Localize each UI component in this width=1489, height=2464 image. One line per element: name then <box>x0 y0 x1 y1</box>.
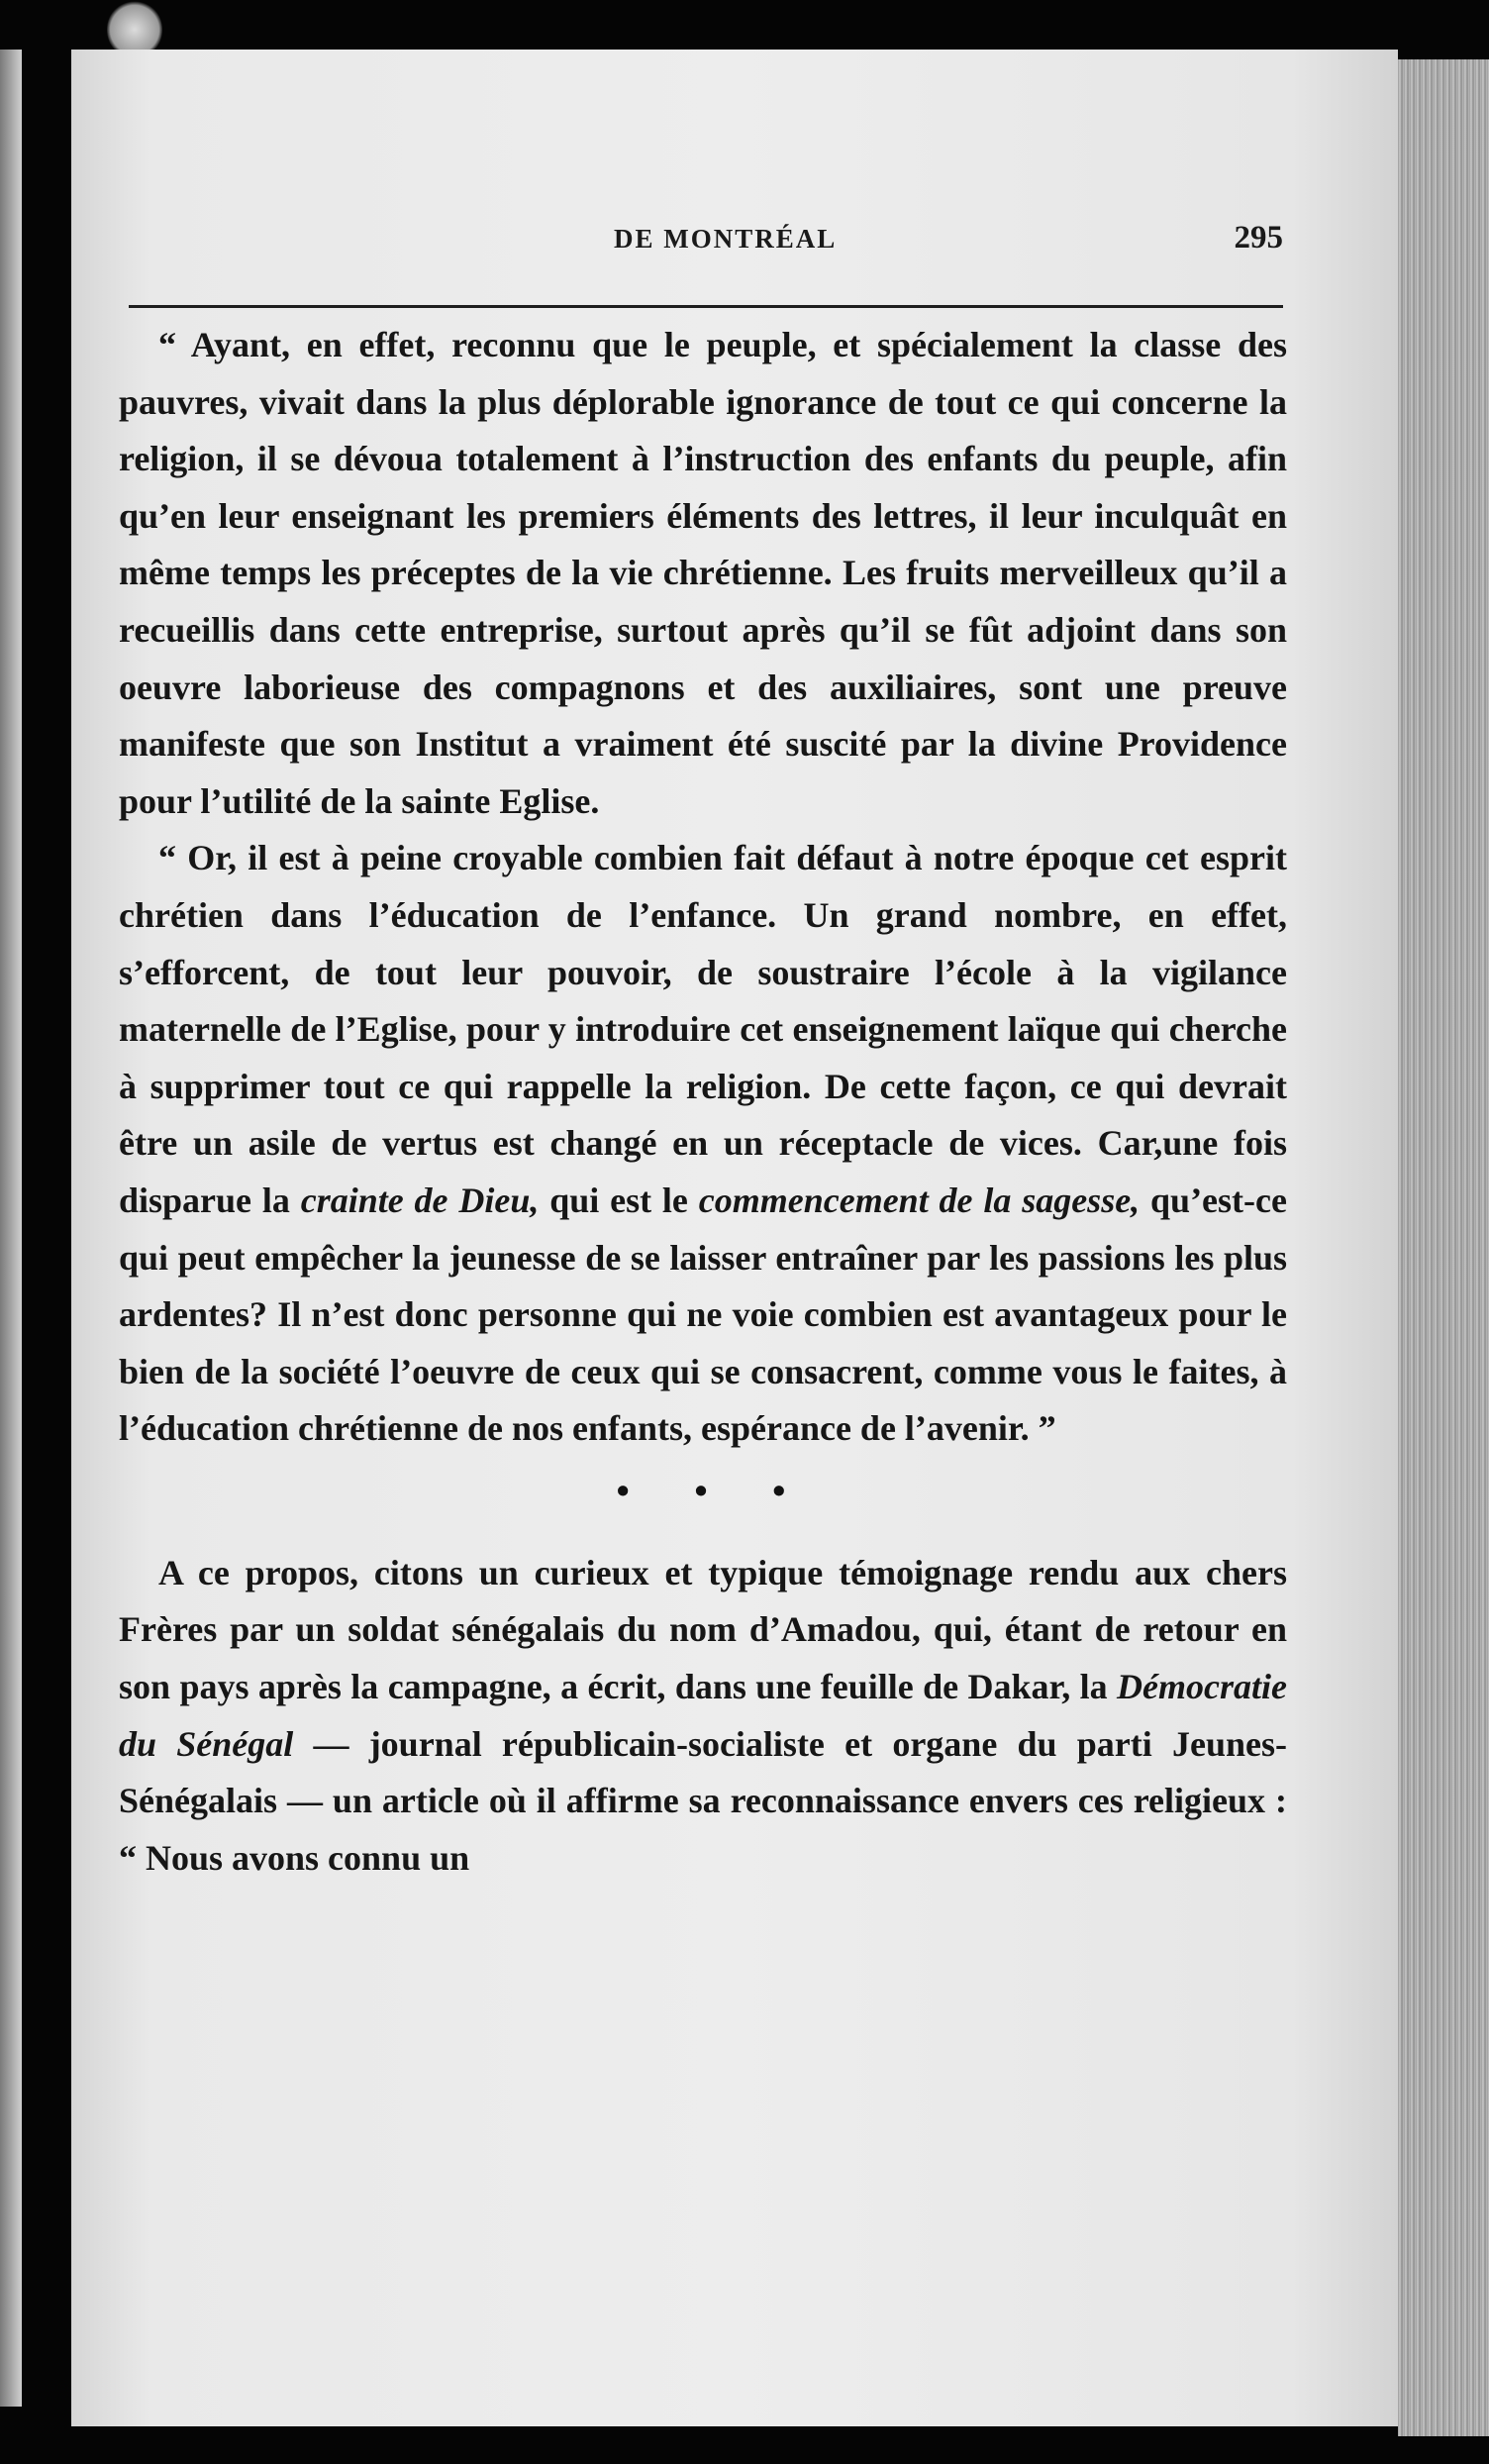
paragraph-1: “ Ayant, en effet, reconnu que le peuple, et spécialement la classe des pauvres, vivait dans la plus déplorable ignorance de tout ce qui concerne la religion, il se dévoua totalement à l’instruction des enfants du peuple, afin qu’en leur enseignant les premiers éléments des lettres, il leur inculquât en même temps les préceptes de la vie chrétienne. Les fruits merveilleux qu’il a recueillis dans cette entreprise, surtout après qu’il se fût adjoint dans son oeuvre laborieuse des compagnons et des auxiliaires, sont une preuve manifeste que son Institut a vraiment été suscité par la divine Providence pour l’utilité de la sainte Eglise. <box>119 325 1287 821</box>
paragraph-2 <box>119 830 1287 1458</box>
paragraph-3 <box>119 1545 1287 1888</box>
section-separator: • • • <box>616 1470 814 1512</box>
page-stack-edge <box>1398 59 1489 2436</box>
paragraph-3-text-b: — journal républicain-socialiste et organe du parti Jeunes-Sénégalais — un article où il affirme sa reconnaissance envers ces religieux : “ Nous avons connu un <box>119 1723 1287 1878</box>
running-head: DE MONTRÉAL <box>614 224 838 254</box>
previous-page-edge <box>0 50 22 2407</box>
paragraph-2-text-c: qu’est-ce qui peut empêcher la jeunesse de se laisser entraîner par les passions les plus ardentes? Il n’est donc personne qui ne voie combien est avantageux pour le bien de la société l’oeuvre de ceux qui se consacrent, comme vous le faites, à l’éducation chrétienne de nos enfants, espérance de l’avenir. ” <box>119 1180 1287 1449</box>
book-page <box>71 50 1398 2426</box>
italic-phrase-crainte: crainte de Dieu, <box>300 1180 540 1220</box>
page-header <box>129 184 1283 256</box>
italic-phrase-commencement: commencement de la sagesse, <box>698 1180 1141 1220</box>
paragraph-2-text-b: qui est le <box>539 1180 699 1220</box>
italic-newspaper-title: Démocratie du Sénégal <box>119 1667 1287 1764</box>
header-rule <box>129 305 1283 308</box>
body-text <box>119 317 1287 1887</box>
page-number: 295 <box>1234 220 1283 256</box>
paragraph-3-text-a: A ce propos, citons un curieux et typique témoignage rendu aux chers Frères par un soldat sénégalais du nom d’Amadou, qui, étant de retour en son pays après la campagne, a écrit, dans une feuille de Dakar, la <box>119 1552 1287 1707</box>
paragraph-2-text-a: “ Or, il est à peine croyable combien fait défaut à notre époque cet esprit chrétien dans l’éducation de l’enfance. Un grand nombre, en effet, s’efforcent, de tout leur pouvoir, de soustraire l’école à la vigilance maternelle de l’Eglise, pour y introduire cet enseignement laïque qui cherche à supprimer tout ce qui rappelle la religion. De cette façon, ce qui devrait être un asile de vertus est changé en un réceptacle de vices. Car,une fois disparue la <box>119 838 1287 1220</box>
